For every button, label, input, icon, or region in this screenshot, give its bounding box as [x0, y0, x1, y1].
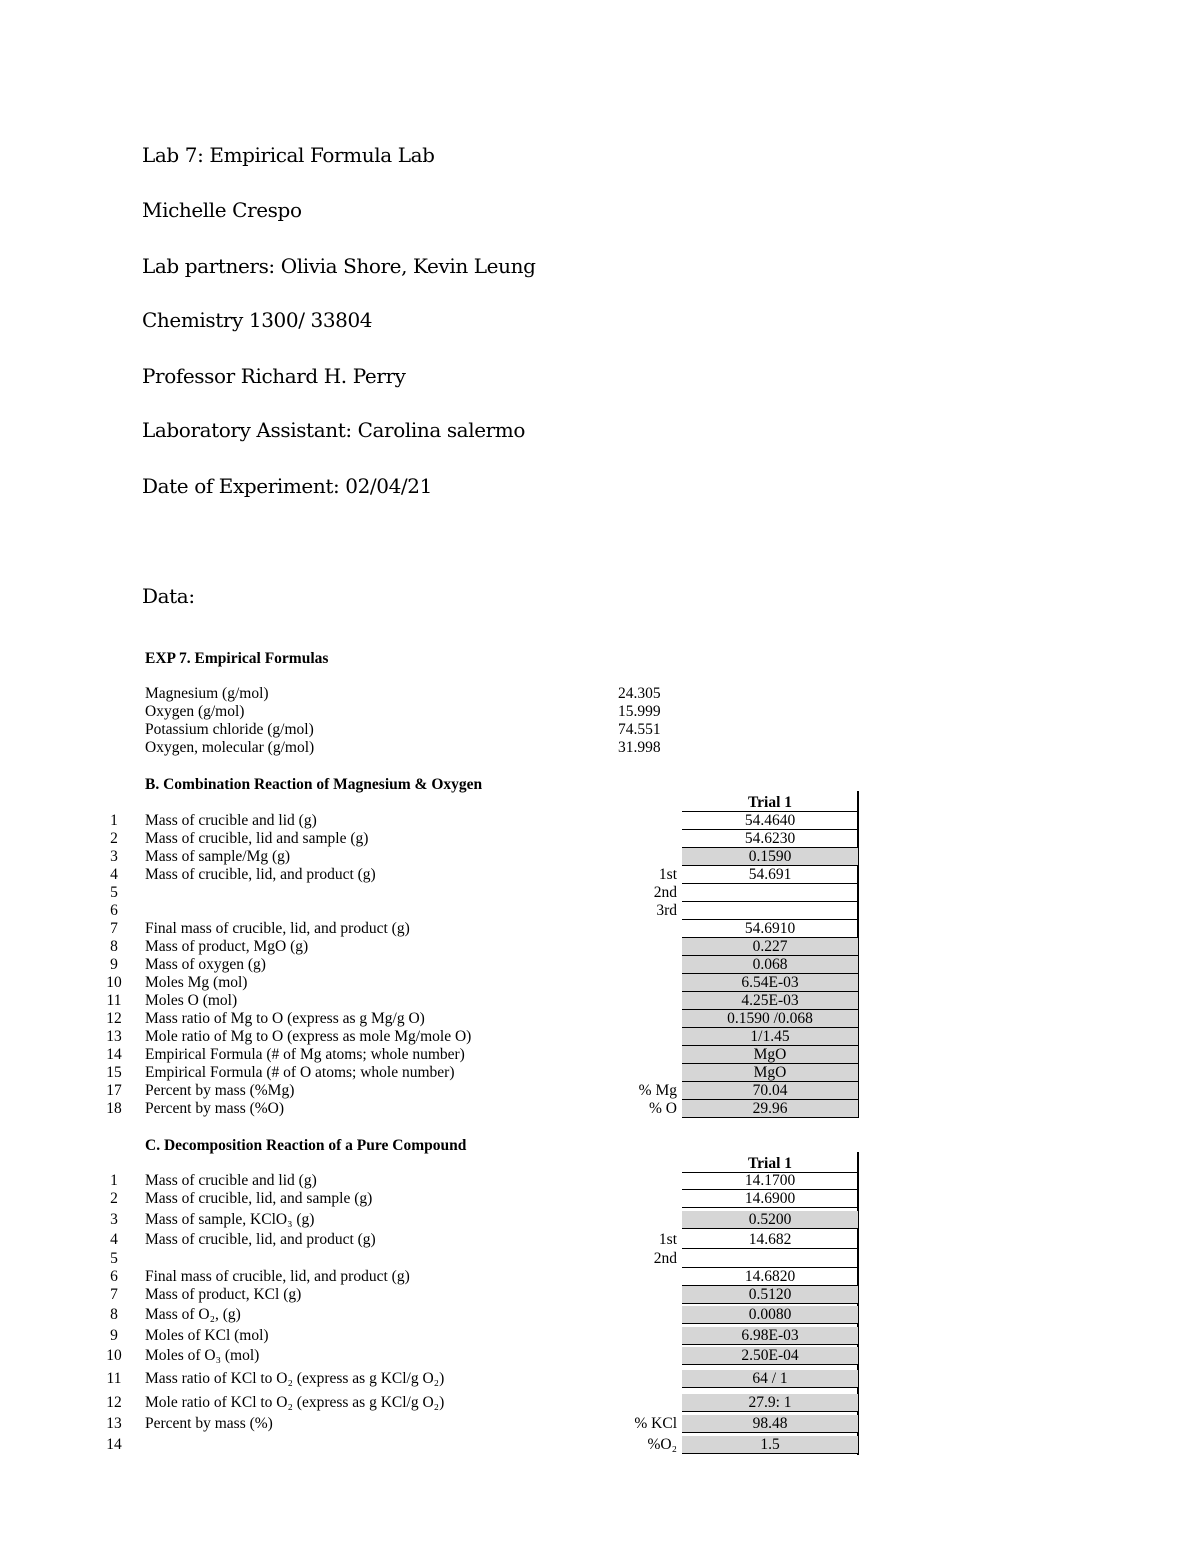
row-number: 9 — [110, 956, 118, 973]
row-label: Percent by mass (%) — [145, 1415, 273, 1432]
row-number: 13 — [106, 1415, 122, 1432]
row-label: Mass of oxygen (g) — [145, 956, 266, 973]
row-number: 8 — [110, 938, 118, 955]
row-label: Mass of crucible, lid, and product (g) — [145, 1231, 376, 1248]
row-number: 6 — [110, 1268, 118, 1285]
experiment-date: Date of Experiment: 02/04/21 — [142, 474, 432, 498]
row-value: 29.96 — [682, 1100, 858, 1118]
sheet-title: EXP 7. Empirical Formulas — [145, 650, 329, 667]
row-value: 2.50E-04 — [682, 1347, 858, 1365]
row-number: 3 — [110, 848, 118, 865]
row-side-label: %O₂ — [647, 1436, 677, 1453]
author-name: Michelle Crespo — [142, 198, 302, 222]
row-value: 27.9: 1 — [682, 1394, 858, 1412]
row-label: Moles Mg (mol) — [145, 974, 248, 991]
row-value: 0.0080 — [682, 1306, 858, 1324]
row-value — [682, 884, 858, 902]
row-value: 0.1590 /0.068 — [682, 1010, 858, 1028]
row-value: 1/1.45 — [682, 1028, 858, 1046]
constant-value: 24.305 — [618, 685, 661, 702]
row-number: 12 — [106, 1010, 122, 1027]
row-number: 10 — [106, 974, 122, 991]
row-number: 7 — [110, 1286, 118, 1303]
row-value: MgO — [682, 1046, 858, 1064]
row-value: 6.54E-03 — [682, 974, 858, 992]
row-label: Mass of crucible, lid, and product (g) — [145, 866, 376, 883]
constant-label: Potassium chloride (g/mol) — [145, 721, 314, 738]
row-label: Mass of crucible and lid (g) — [145, 1172, 317, 1189]
row-side-label: 1st — [658, 1231, 677, 1248]
constant-value: 74.551 — [618, 721, 661, 738]
row-value: 98.48 — [682, 1415, 858, 1433]
professor-name: Professor Richard H. Perry — [142, 364, 406, 388]
row-value: 54.691 — [682, 866, 858, 884]
row-number: 8 — [110, 1306, 118, 1323]
row-value: 70.04 — [682, 1082, 858, 1100]
row-number: 17 — [106, 1082, 122, 1099]
row-value: MgO — [682, 1064, 858, 1082]
course-info: Chemistry 1300/ 33804 — [142, 308, 373, 332]
row-value: 0.068 — [682, 956, 858, 974]
row-number: 2 — [110, 830, 118, 847]
row-label: Mass of sample/Mg (g) — [145, 848, 291, 865]
row-value: 0.1590 — [682, 848, 858, 866]
row-label: Mass of product, MgO (g) — [145, 938, 309, 955]
row-side-label: % Mg — [638, 1082, 677, 1099]
lab-assistant: Laboratory Assistant: Carolina salermo — [142, 418, 526, 442]
row-number: 9 — [110, 1327, 118, 1344]
data-label: Data: — [142, 584, 195, 608]
row-number: 13 — [106, 1028, 122, 1045]
row-side-label: 2nd — [653, 884, 677, 901]
lab-partners: Lab partners: Olivia Shore, Kevin Leung — [142, 254, 536, 278]
row-value: 6.98E-03 — [682, 1327, 858, 1345]
row-value: 4.25E-03 — [682, 992, 858, 1010]
row-value: 14.682 — [682, 1231, 858, 1249]
section-c-trial-header: Trial 1 — [682, 1156, 858, 1173]
row-label: Mole ratio of Mg to O (express as mole Mg/mole O) — [145, 1028, 472, 1045]
row-number: 6 — [110, 902, 118, 919]
row-label: Mass of crucible, lid and sample (g) — [145, 830, 369, 847]
section-c-title: C. Decomposition Reaction of a Pure Compound — [145, 1137, 467, 1154]
row-number: 1 — [110, 812, 118, 829]
row-value: 1.5 — [682, 1436, 858, 1454]
constant-label: Oxygen, molecular (g/mol) — [145, 739, 315, 756]
row-side-label: % KCl — [634, 1415, 677, 1432]
row-side-label: 1st — [658, 866, 677, 883]
row-label: Mole ratio of KCl to O₂ (express as g KCl/g O₂) — [145, 1394, 445, 1411]
row-number: 12 — [106, 1394, 122, 1411]
row-value: 54.6910 — [682, 920, 858, 938]
row-label: Mass ratio of Mg to O (express as g Mg/g O) — [145, 1010, 425, 1027]
row-value: 14.6820 — [682, 1268, 858, 1286]
row-number: 3 — [110, 1211, 118, 1228]
section-b-title: B. Combination Reaction of Magnesium & Oxygen — [145, 776, 483, 793]
row-value: 14.6900 — [682, 1190, 858, 1208]
row-label: Mass of O₂, (g) — [145, 1306, 241, 1323]
row-value: 54.4640 — [682, 812, 858, 830]
row-value: 14.1700 — [682, 1172, 858, 1190]
row-label: Empirical Formula (# of O atoms; whole number) — [145, 1064, 455, 1081]
row-label: Percent by mass (%Mg) — [145, 1082, 295, 1099]
row-number: 11 — [106, 992, 122, 1009]
row-label: Percent by mass (%O) — [145, 1100, 285, 1117]
row-value: 0.5120 — [682, 1286, 858, 1304]
row-side-label: % O — [649, 1100, 677, 1117]
row-label: Mass of product, KCl (g) — [145, 1286, 302, 1303]
row-side-label: 2nd — [653, 1250, 677, 1267]
row-label: Empirical Formula (# of Mg atoms; whole number) — [145, 1046, 465, 1063]
row-value: 0.227 — [682, 938, 858, 956]
row-label: Mass of crucible and lid (g) — [145, 812, 317, 829]
row-label: Final mass of crucible, lid, and product (g) — [145, 1268, 410, 1285]
row-side-label: 3rd — [656, 902, 677, 919]
row-number: 14 — [106, 1046, 122, 1063]
constant-value: 31.998 — [618, 739, 661, 756]
row-number: 18 — [106, 1100, 122, 1117]
row-number: 7 — [110, 920, 118, 937]
row-value — [682, 1250, 858, 1268]
row-number: 10 — [106, 1347, 122, 1364]
doc-title: Lab 7: Empirical Formula Lab — [142, 143, 435, 167]
row-label: Final mass of crucible, lid, and product (g) — [145, 920, 410, 937]
row-value — [682, 902, 858, 920]
row-number: 5 — [110, 884, 118, 901]
row-number: 14 — [106, 1436, 122, 1453]
row-number: 11 — [106, 1370, 122, 1387]
section-b-trial-header: Trial 1 — [682, 795, 858, 812]
constant-label: Magnesium (g/mol) — [145, 685, 269, 702]
row-value: 54.6230 — [682, 830, 858, 848]
row-label: Mass of crucible, lid, and sample (g) — [145, 1190, 373, 1207]
row-number: 1 — [110, 1172, 118, 1189]
constant-value: 15.999 — [618, 703, 661, 720]
row-number: 2 — [110, 1190, 118, 1207]
row-label: Mass ratio of KCl to O₂ (express as g KCl/g O₂) — [145, 1370, 445, 1387]
row-value: 0.5200 — [682, 1211, 858, 1229]
row-number: 5 — [110, 1250, 118, 1267]
row-number: 15 — [106, 1064, 122, 1081]
constant-label: Oxygen (g/mol) — [145, 703, 245, 720]
row-label: Moles of O₃ (mol) — [145, 1347, 260, 1364]
row-label: Mass of sample, KClO₃ (g) — [145, 1211, 315, 1228]
row-number: 4 — [110, 1231, 118, 1248]
row-label: Moles of KCl (mol) — [145, 1327, 269, 1344]
row-value: 64 / 1 — [682, 1370, 858, 1388]
row-number: 4 — [110, 866, 118, 883]
row-label: Moles O (mol) — [145, 992, 238, 1009]
